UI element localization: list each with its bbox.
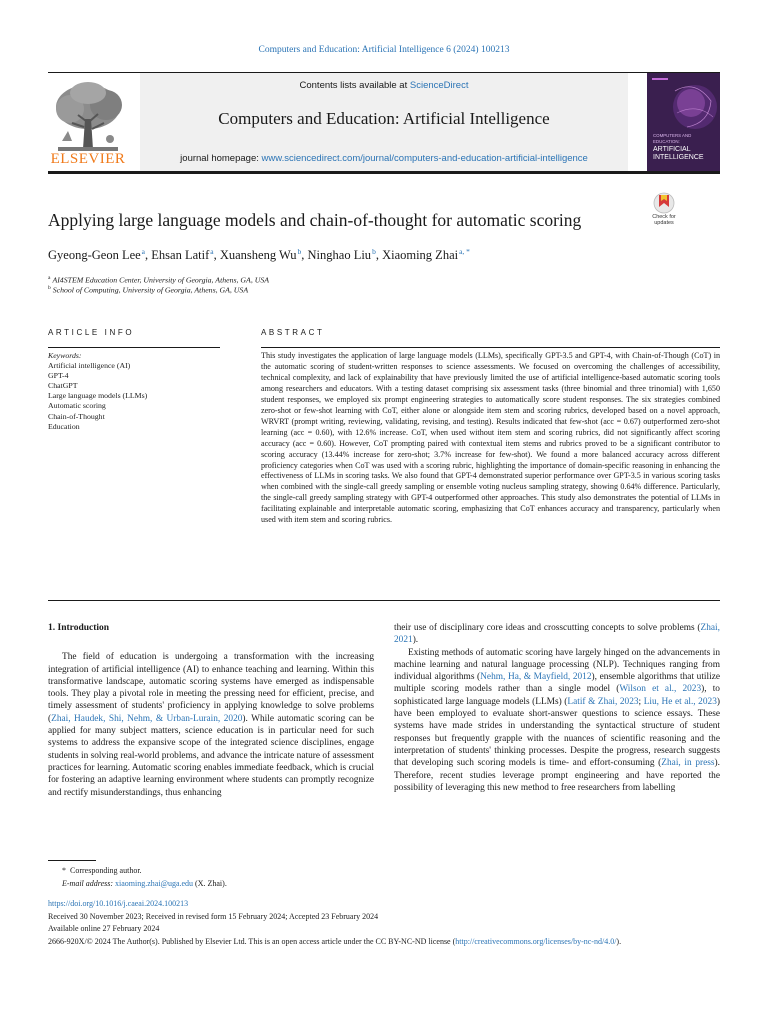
article-info-heading: ARTICLE INFO: [48, 328, 135, 337]
abstract-heading: ABSTRACT: [261, 328, 325, 337]
corresponding-author-note: * Corresponding author.: [62, 866, 142, 875]
author-name[interactable]: Xiaoming Zhai: [382, 248, 459, 263]
author-name[interactable]: Xuansheng Wu: [219, 248, 297, 263]
email-link[interactable]: xiaoming.zhai@uga.edu: [115, 879, 194, 888]
body-paragraph: Existing methods of automatic scoring have largely hinged on the advancements in machine learning and natural language processing (NLP). Techniques ranging from individual algorithms (Nehm, Ha, & Mayfield, 2012), ensemble algorithms that utilize multiple scoring models rather than a single model (Wilson et al., 2023), to sophisticated large language models (LLMs) (Latif & Zhai, 2023; Liu, He et al., 2023) have been employed to evaluate short-answer questions to science essays. These systems have made strides in understanding the syntactical structure of student responses but frequently grapple with the nuances of scientific reasoning and the interpretation of students' thinking processes. Despite the progress, research suggests that developing such scoring models is time- and effort-consuming (Zhai, in press). Therefore, recent studies leverage prompt engineering and have reported the possibility of leveraging this new method to free researchers from labelling: [394, 647, 720, 793]
citation-link[interactable]: Liu, He et al., 2023: [643, 696, 717, 707]
cover-line-3: ARTIFICIAL: [653, 146, 691, 153]
article-title: Applying large language models and chain-of-thought for automatic scoring: [48, 210, 582, 230]
body-paragraph: The field of education is undergoing a transformation with the increasing integration of artificial intelligence (AI) to enhance teaching and learning. Within this transformative landscape, automatic scoring systems have emerged as indispensable tools. They play a pivotal role in meeting the pressing need for efficient, precise, and timely assessment of students' proficiency in applying knowledge to solve problems (Zhai, Haudek, Shi, Nehm, & Urban-Lurain, 2020). While automatic scoring can be applied for many subject matters, science education is in particular need for such systems to address the expansive scope of the integrated science disciplines, engage students in solving real-world problems, and advance the intricate nature of assessment practices for learning. Automatic scoring enables immediate feedback, which is crucial for fostering an adaptive learning environment where students can promptly recognize and rectify misunderstandings, thus enhancing: [48, 652, 375, 798]
author-affil-mark[interactable]: b: [372, 247, 376, 256]
keywords-label: Keywords:: [48, 351, 82, 360]
citation-link[interactable]: Zhai, 2021: [394, 623, 720, 646]
author-name[interactable]: Gyeong-Geon Lee: [48, 248, 141, 263]
section-heading: 1. Introduction: [48, 623, 110, 633]
divider: [48, 347, 220, 348]
keyword: Large language models (LLMs): [48, 391, 148, 401]
cover-line-1: COMPUTERS AND: [653, 133, 692, 138]
citation-link[interactable]: Zhai, Haudek, Shi, Nehm, & Urban-Lurain, 2020: [51, 713, 243, 724]
masthead-rule: [48, 171, 720, 174]
body-paragraph: their use of disciplinary core ideas and crosscutting concepts to solve problems (Zhai, 2021).: [394, 623, 720, 646]
crossmark-icon: [646, 192, 682, 214]
keyword: Artificial intelligence (AI): [48, 361, 131, 371]
citation-link[interactable]: Nehm, Ha, & Mayfield, 2012: [480, 672, 592, 683]
running-head: Computers and Education: Artificial Intelligence 6 (2024) 100213: [258, 45, 510, 55]
divider: [48, 600, 720, 601]
author-name[interactable]: Ehsan Latif: [151, 248, 210, 263]
doi-link[interactable]: https://doi.org/10.1016/j.caeai.2024.100213: [48, 899, 189, 908]
keywords-block: [48, 351, 220, 432]
homepage-label: journal homepage:: [180, 153, 262, 164]
journal-banner: [140, 73, 628, 171]
cover-line-2: EDUCATION:: [653, 139, 680, 144]
homepage-link[interactable]: www.sciencedirect.com/journal/computers-and-education-artificial-intelligence: [261, 153, 588, 164]
author-affil-mark[interactable]: a, *: [459, 247, 470, 256]
contents-line: [140, 80, 628, 91]
citation-link[interactable]: Zhai, in press: [661, 758, 715, 769]
footnote-rule: [48, 860, 96, 861]
divider: [261, 347, 720, 348]
contents-prefix: Contents lists available at: [299, 80, 410, 91]
crossmark-label: Check for updates: [652, 214, 676, 226]
license-line: 2666-920X/© 2024 The Author(s). Published by Elsevier Ltd. This is an open access article under the CC BY-NC-ND license (http://creativecommons.org/licenses/by-nc-nd/4.0/).: [48, 937, 622, 946]
keyword: Chain-of-Thought: [48, 411, 105, 421]
keyword: GPT-4: [48, 371, 69, 381]
sciencedirect-link[interactable]: ScienceDirect: [409, 80, 469, 91]
journal-title: Computers and Education: Artificial Intelligence: [218, 109, 550, 128]
author-name[interactable]: Ninghao Liu: [307, 248, 372, 263]
keyword: Automatic scoring: [48, 401, 106, 411]
journal-cover-image: [647, 73, 720, 171]
body-column-right: [394, 622, 720, 794]
affiliation: $^a$ AI4STEM Education Center, University of Georgia, Athens, GA, USA: [48, 275, 270, 285]
keyword: Education: [48, 421, 80, 431]
abstract-text: This study investigates the application of large language models (LLMs), specifically GPT-3.5 and GPT-4, with Chain-of-Though (CoT) in the automatic scoring of student-written responses to science assessments. We focused on overcoming the challenges of accessibility, technical complexity, and lack of explainability that have previously limited the use of artificial intelligence-based automatic scoring tools among researchers and educators. With a testing dataset comprising six assessment tasks (three binomial and three trinomial) with 1,650 student responses, we employed six prompt engineering strategies to automatically score student responses. The six strategies combined zero-shot or few-shot learning with CoT, either alone or alongside item stem and scoring rubrics, developed based on a novel approach, WRVRT (prompt writing, reviewing, validating, revising, and testing). Results indicated that few-shot (acc = 0.67) outperformed zero-shot learning (acc = 0.60), with 12.6% increase. CoT, when used without item stem and scoring rubrics, did not significantly affect scoring accuracy (acc = 0.60). However, CoT prompting paired with contextual item stems and rubrics proved to be a significant contributor to scoring accuracy (13.44% increase for zero-shot; 3.7% increase for few-shot). We found a more balanced accuracy across different proficiency categories when CoT was used with a scoring rubric, highlighting the importance of domain-specific reasoning in enhancing the effectiveness of LLMs in scoring tasks. We also found that GPT-4 demonstrated superior performance over GPT-3.5 in various scoring tasks when combined with the single-call greedy sampling or ensemble voting nucleus sampling strategy, showing 0.64% difference. Particularly, the single-call greedy sampling strategy with GPT-4 outperformed other approaches. This study also demonstrates the potential of LLMs in facilitating explainable and interpretable automatic scoring, emphasizing that CoT enhances accuracy and transparency, particularly when used with item stem and scoring rubrics.: [261, 351, 720, 525]
citation-link[interactable]: Wilson et al., 2023: [619, 684, 702, 695]
available-line: Available online 27 February 2024: [48, 924, 160, 933]
author-affil-mark[interactable]: a: [210, 247, 214, 256]
homepage-line: [140, 153, 628, 164]
cover-line-4: INTELLIGENCE: [653, 154, 704, 161]
elsevier-tree-icon: [48, 79, 128, 157]
journal-masthead: [48, 72, 720, 172]
author-affil-mark[interactable]: a: [141, 247, 146, 256]
journal-cover: [647, 73, 720, 171]
email-note: E-mail address: xiaoming.zhai@uga.edu (X. Zhai).: [62, 879, 227, 888]
license-link[interactable]: http://creativecommons.org/licenses/by-nc-nd/4.0/: [455, 937, 617, 946]
author-affil-mark[interactable]: b: [297, 247, 302, 256]
received-line: Received 30 November 2023; Received in revised form 15 February 2024; Accepted 23 February 2024: [48, 912, 379, 921]
affiliation: $^b$ School of Computing, University of Georgia, Athens, GA, USA: [48, 285, 249, 295]
keyword: ChatGPT: [48, 381, 78, 391]
author-list: Gyeong-Geon Lee$^a$, Ehsan Latif$^a$, Xuansheng Wu$^b$, Ninghao Liu$^b$, Xiaoming Zhai$^{a, *}$: [48, 247, 470, 263]
citation-link[interactable]: Latif & Zhai, 2023: [567, 696, 639, 707]
doi-line: [48, 899, 720, 910]
body-column-left: [48, 622, 374, 799]
publisher-name: ELSEVIER: [50, 151, 126, 167]
